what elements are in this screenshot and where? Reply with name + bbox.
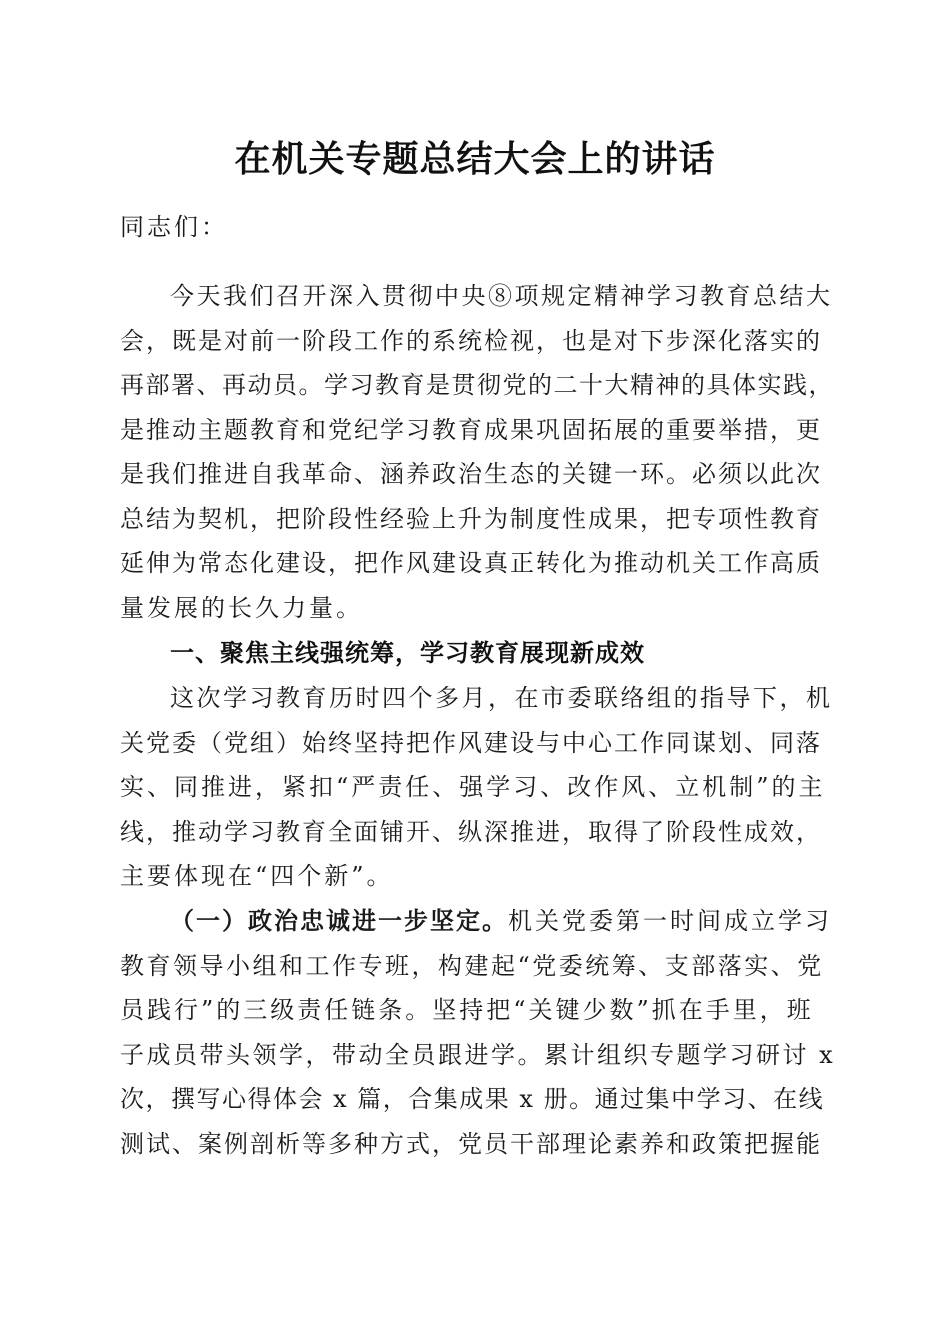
subsection-lead: （一）政治忠诚进一步坚定。 [170, 907, 508, 935]
paragraph-2-line: 这次学习教育历时四个多月，在市委联络组的指导下，机 [170, 684, 833, 712]
paragraph-1-line: 延伸为常态化建设，把作风建设真正转化为推动机关工作高质 [120, 549, 822, 577]
document-title: 在机关专题总结大会上的讲话 [234, 139, 716, 180]
paragraph-3-line: 子成员带头领学，带动全员跟进学。累计组织专题学习研讨 x [120, 1041, 836, 1069]
paragraph-2-line: 主要体现在“四个新”。 [120, 862, 394, 890]
salutation: 同志们： [120, 213, 228, 241]
paragraph-1-line: 总结为契机，把阶段性经验上升为制度性成果，把专项性教育 [120, 505, 822, 533]
paragraph-1-line: 量发展的长久力量。 [120, 594, 363, 622]
paragraph-1-line: 是推动主题教育和党纪学习教育成果巩固拓展的重要举措，更 [120, 416, 822, 444]
paragraph-2-line: 关党委（党组）始终坚持把作风建设与中心工作同谋划、同落 [120, 729, 822, 757]
paragraph-3-line: 测试、案例剖析等多种方式，党员干部理论素养和政策把握能 [120, 1130, 822, 1158]
section-heading: 一、聚焦主线强统筹，学习教育展现新成效 [170, 639, 645, 667]
paragraph-1-line: 今天我们召开深入贯彻中央⑧项规定精神学习教育总结大 [170, 282, 833, 310]
paragraph-2-line: 线，推动学习教育全面铺开、纵深推进，取得了阶段性成效， [120, 818, 822, 846]
paragraph-3-line: 次，撰写心得体会 x 篇，合集成果 x 册。通过集中学习、在线 [120, 1085, 825, 1113]
paragraph-1-line: 会，既是对前一阶段工作的系统检视，也是对下步深化落实的 [120, 327, 822, 355]
paragraph-1-line: 是我们推进自我革命、涵养政治生态的关键一环。必须以此次 [120, 460, 822, 488]
paragraph-3-line: 教育领导小组和工作专班，构建起“党委统筹、支部落实、党 [120, 952, 824, 980]
paragraph-3-first-line [170, 906, 832, 936]
paragraph-3-text: 机关党委第一时间成立学习 [508, 907, 832, 935]
paragraph-1-line: 再部署、再动员。学习教育是贯彻党的二十大精神的具体实践， [120, 371, 834, 399]
paragraph-2-line: 实、同推进，紧扣“严责任、强学习、改作风、立机制”的主 [120, 773, 826, 801]
paragraph-3-line: 员践行”的三级责任链条。坚持把“关键少数”抓在手里，班 [120, 996, 814, 1024]
